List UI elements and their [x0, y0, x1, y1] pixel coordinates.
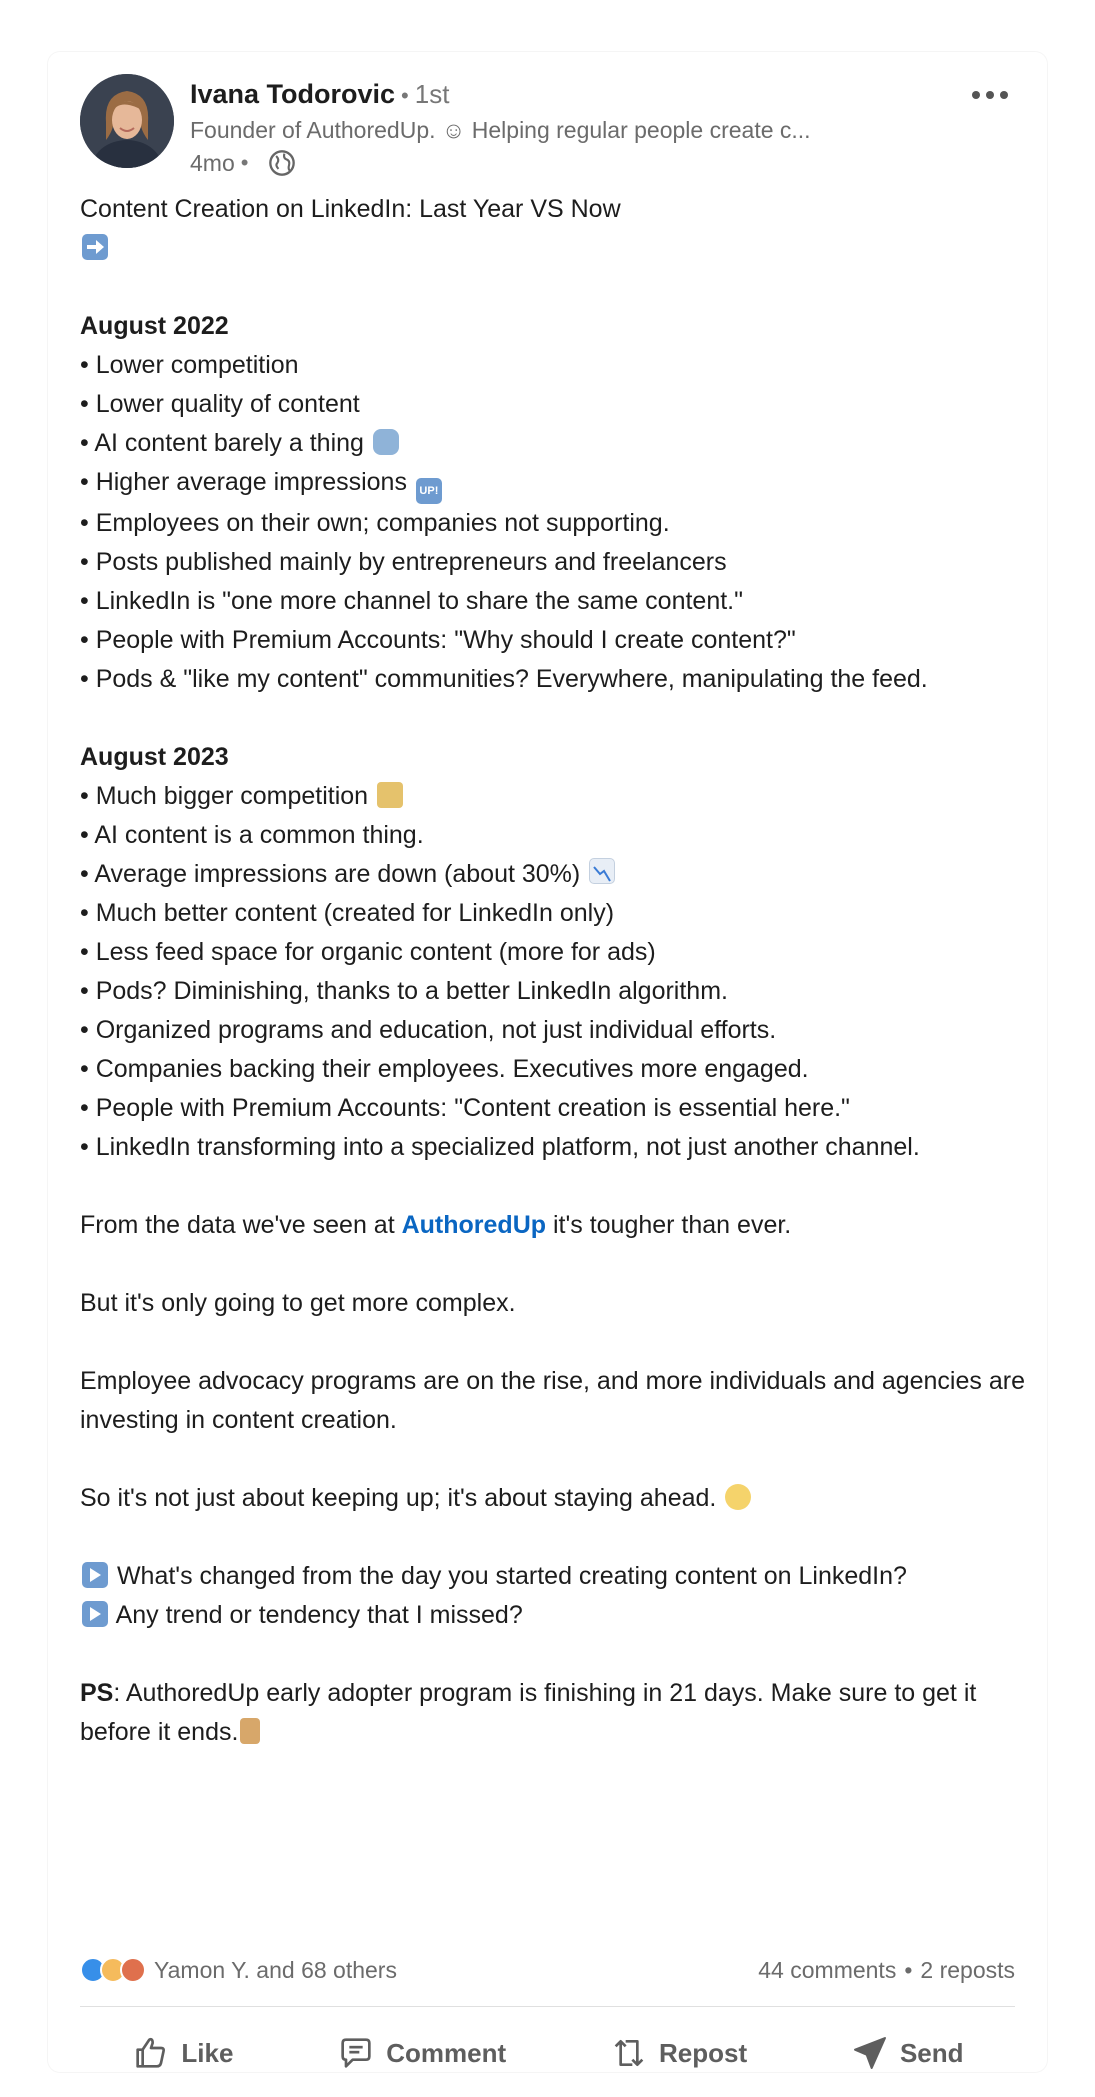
list-item: • Employees on their own; companies not supporting.: [80, 509, 670, 537]
list-item: • People with Premium Accounts: "Why should I create content?": [80, 626, 796, 654]
list-item: • LinkedIn transforming into a specialized platform, not just another channel.: [80, 1133, 920, 1161]
more-dot-icon: [972, 91, 980, 99]
connection-degree: 1st: [414, 79, 450, 109]
complex-paragraph: But it's only going to get more complex.: [80, 1289, 516, 1317]
reactions-text: Yamon Y. and 68 others: [154, 1956, 397, 1983]
list-item: • Organized programs and education, not just individual efforts.: [80, 1016, 777, 1044]
robot-icon: [373, 429, 399, 455]
list-item: • Average impressions are down (about 30%): [80, 855, 1030, 894]
post-body: [80, 190, 1030, 1752]
post-card: [48, 52, 1047, 2072]
actions-divider: [80, 2006, 1015, 2007]
post-header: [80, 74, 1015, 174]
list-item: • AI content is a common thing.: [80, 821, 424, 849]
list-item: • Pods? Diminishing, thanks to a better LinkedIn algorithm.: [80, 977, 728, 1005]
up-icon: UP!: [416, 478, 442, 504]
like-button[interactable]: Like: [115, 2023, 249, 2083]
globe-icon: [268, 149, 296, 177]
hourglass-icon: [240, 1718, 260, 1744]
people-icon: [377, 782, 403, 808]
ps-paragraph: PS: AuthoredUp early adopter program is finishing in 21 days. Make sure to get it before it ends.: [80, 1679, 977, 1746]
reposts-count[interactable]: 2 reposts: [920, 1956, 1015, 1983]
social-counts: [80, 1950, 1015, 1990]
separator-dot: •: [904, 1956, 913, 1983]
separator-dot: •: [240, 150, 249, 175]
send-button[interactable]: Send: [834, 2023, 980, 2083]
list-item: • Higher average impressions UP!: [80, 463, 1030, 504]
list-item: • People with Premium Accounts: "Content creation is essential here.": [80, 1094, 850, 1122]
author-name-row: [190, 76, 950, 114]
love-reaction-icon: [120, 1957, 146, 1983]
author-info: [190, 76, 950, 180]
list-item: • LinkedIn is "one more channel to share the same content.": [80, 587, 744, 615]
post-title: Content Creation on LinkedIn: Last Year VS Now: [80, 195, 621, 223]
authoredup-mention-link[interactable]: AuthoredUp: [401, 1211, 547, 1239]
post-time: 4mo: [190, 150, 235, 176]
section-heading-2022: August 2022: [80, 312, 229, 340]
arrow-line: [80, 229, 1030, 268]
ahead-paragraph: So it's not just about keeping up; it's about staying ahead.: [80, 1479, 1030, 1518]
question-1: What's changed from the day you started creating content on LinkedIn?: [80, 1557, 1030, 1596]
send-icon: [850, 2033, 890, 2073]
comments-count[interactable]: 44 comments: [758, 1956, 897, 1983]
author-headline: Founder of AuthoredUp. ☺ Helping regular people create c...: [190, 117, 811, 143]
list-item: • Much better content (created for LinkedIn only): [80, 899, 615, 927]
list-item: • Less feed space for organic content (more for ads): [80, 938, 656, 966]
reactions-summary[interactable]: [80, 1957, 397, 1984]
repost-button[interactable]: Repost: [593, 2023, 763, 2083]
thumbs-up-icon: [131, 2033, 171, 2073]
list-item: • AI content barely a thing: [80, 424, 1030, 463]
list-item: • Posts published mainly by entrepreneurs and freelancers: [80, 548, 727, 576]
author-name[interactable]: Ivana Todorovic: [190, 79, 396, 109]
saluting-face-icon: [725, 1484, 751, 1510]
play-button-icon: [82, 1601, 108, 1627]
advocacy-paragraph: Employee advocacy programs are on the rise, and more individuals and agencies are investing in content creation.: [80, 1367, 1025, 1434]
separator-dot: •: [401, 83, 409, 108]
more-options-button[interactable]: [965, 80, 1015, 110]
comment-icon: [336, 2033, 376, 2073]
list-item: • Pods & "like my content" communities? Everywhere, manipulating the feed.: [80, 665, 928, 693]
post-actions: [80, 2018, 1015, 2088]
list-item: • Companies backing their employees. Executives more engaged.: [80, 1055, 809, 1083]
engagement-counts: [758, 1957, 1015, 1984]
list-item: • Lower quality of content: [80, 390, 360, 418]
more-dot-icon: [1000, 91, 1008, 99]
avatar-image: [80, 74, 174, 168]
arrow-right-icon: [82, 234, 108, 260]
post-meta: [190, 146, 950, 180]
comment-button[interactable]: Comment: [320, 2023, 522, 2083]
data-paragraph: From the data we've seen at AuthoredUp it's tougher than ever.: [80, 1211, 792, 1239]
section-heading-2023: August 2023: [80, 743, 229, 771]
list-item: • Lower competition: [80, 351, 299, 379]
chart-decreasing-icon: [589, 858, 615, 884]
list-item: • Much bigger competition: [80, 777, 1030, 816]
play-button-icon: [82, 1562, 108, 1588]
author-avatar[interactable]: [80, 74, 174, 168]
more-dot-icon: [986, 91, 994, 99]
question-2: Any trend or tendency that I missed?: [80, 1596, 1030, 1635]
repost-icon: [609, 2033, 649, 2073]
